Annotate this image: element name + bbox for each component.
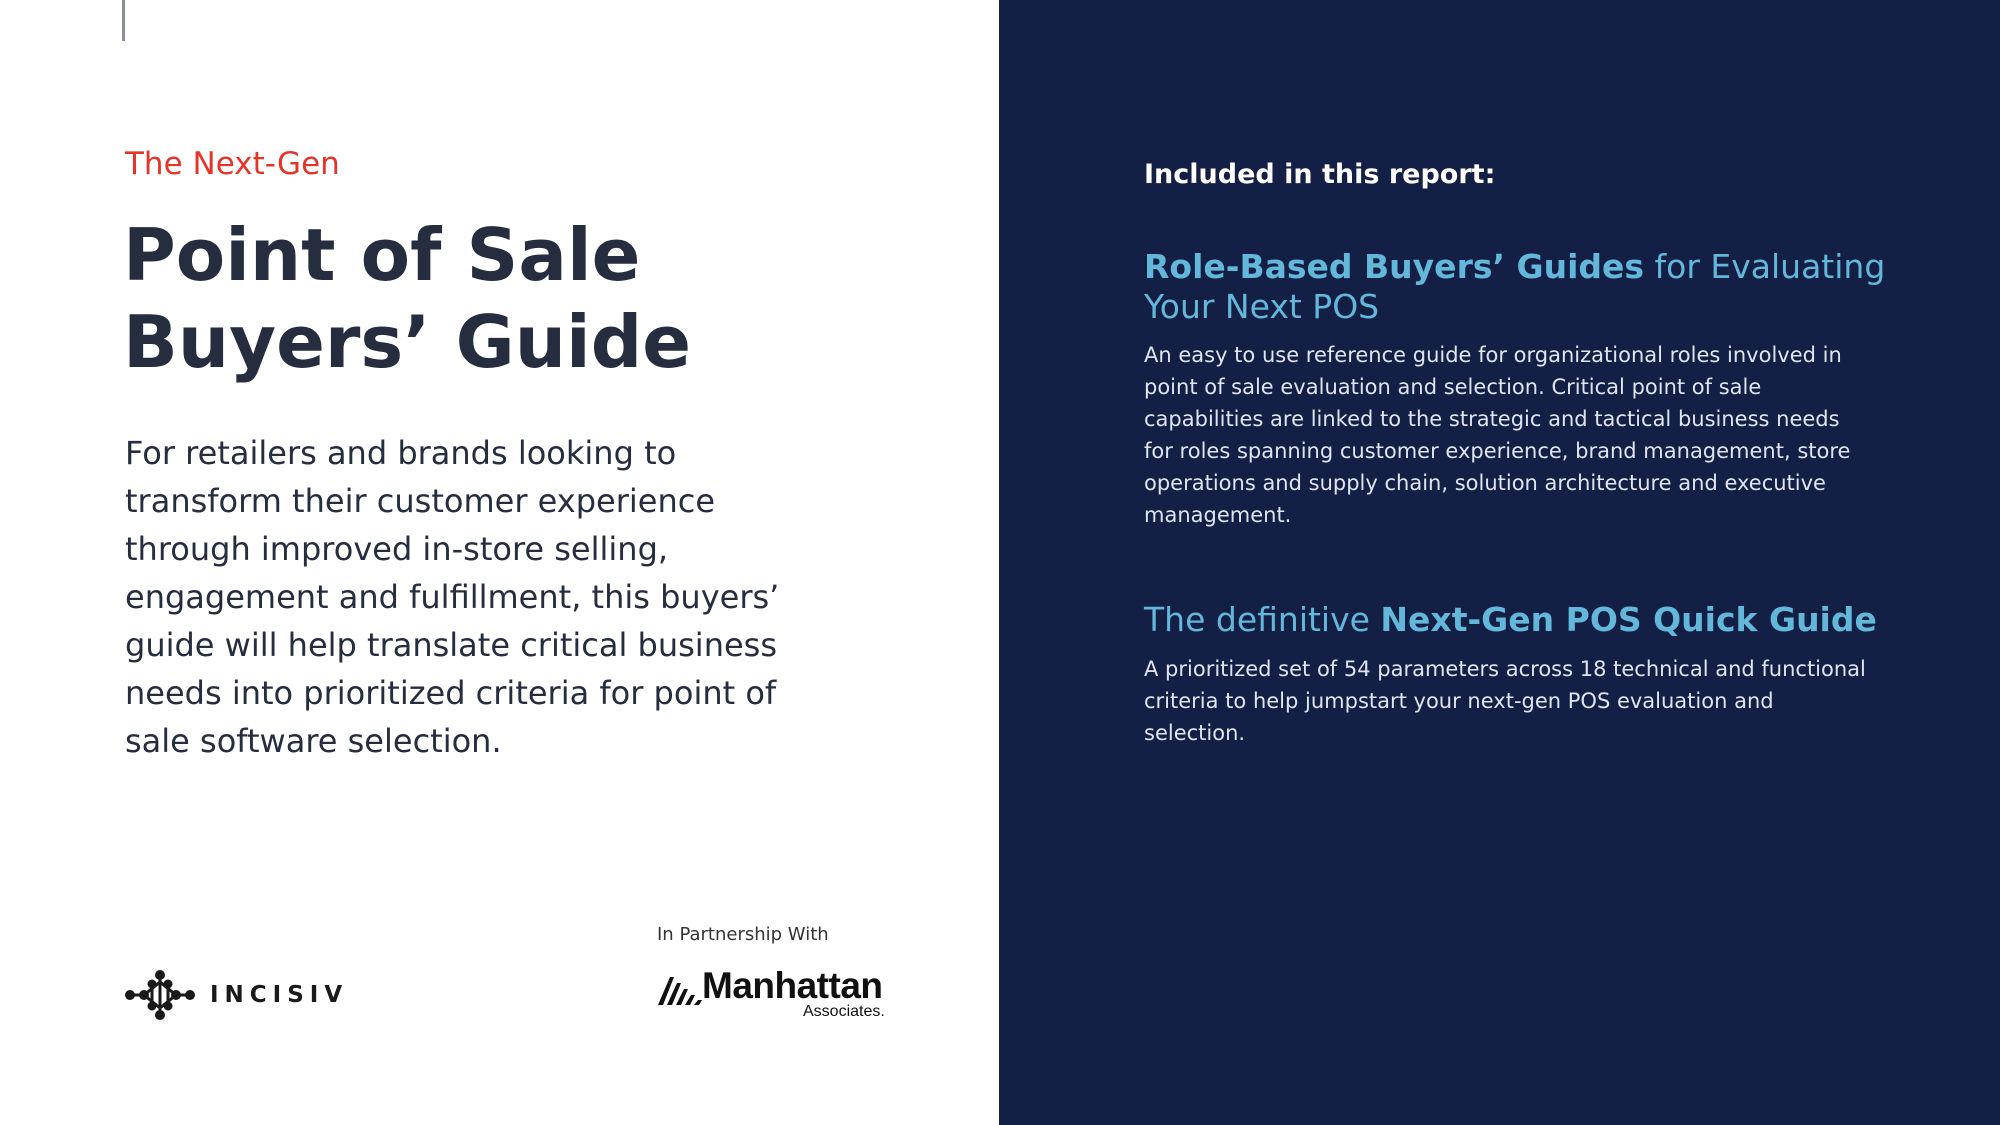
- section1-title-rest: for Evaluating Your Next POS: [1144, 247, 1886, 326]
- top-divider: [122, 0, 125, 41]
- manhattan-logo: [656, 965, 906, 1025]
- section2-body: A prioritized set of 54 parameters across 18 technical and functional criteria to help jumpstart your next-gen POS evaluation and selection.: [1144, 657, 1866, 745]
- manhattan-mark-icon: [658, 973, 702, 1005]
- partnership-label: In Partnership With: [657, 924, 829, 945]
- section2-title-bold: Next-Gen POS Quick Guide: [1380, 600, 1877, 639]
- section1-title: [1144, 247, 1904, 327]
- section2-title-prefix: The definitive: [1144, 600, 1381, 639]
- cover-left-panel: [0, 0, 999, 1125]
- section2-title: [1144, 600, 1904, 640]
- title-line-2: Buyers’ Guide: [123, 300, 692, 384]
- included-heading: Included in this report:: [1144, 159, 1496, 190]
- section1-title-bold: Role-Based Buyers’ Guides: [1144, 247, 1645, 286]
- eyebrow-text: The Next-Gen: [125, 146, 340, 182]
- incisiv-mark-icon: [124, 970, 196, 1020]
- report-contents-panel: [999, 0, 2000, 1125]
- manhattan-wordmark: Manhattan: [702, 965, 883, 1006]
- page-title: [123, 212, 691, 386]
- associates-wordmark: Associates.: [803, 1003, 885, 1020]
- section1-body: An easy to use reference guide for organizational roles involved in point of sale evaluation and selection. Critical point of sale capabilities are linked to the strategic and tactical business needs for roles spanning customer experience, brand management, store operations and supply chain, solution architecture and executive management.: [1144, 343, 1851, 527]
- lede-paragraph: For retailers and brands looking to transform their customer experience through improved in-store selling, engagement and fulfillment, this buyers’ guide will help translate critical business needs into prioritized criteria for point of sale software selection.: [125, 434, 780, 760]
- title-line-1: Point of Sale: [123, 213, 641, 297]
- incisiv-wordmark: INCISIV: [210, 982, 349, 1008]
- incisiv-logo: [124, 970, 348, 1020]
